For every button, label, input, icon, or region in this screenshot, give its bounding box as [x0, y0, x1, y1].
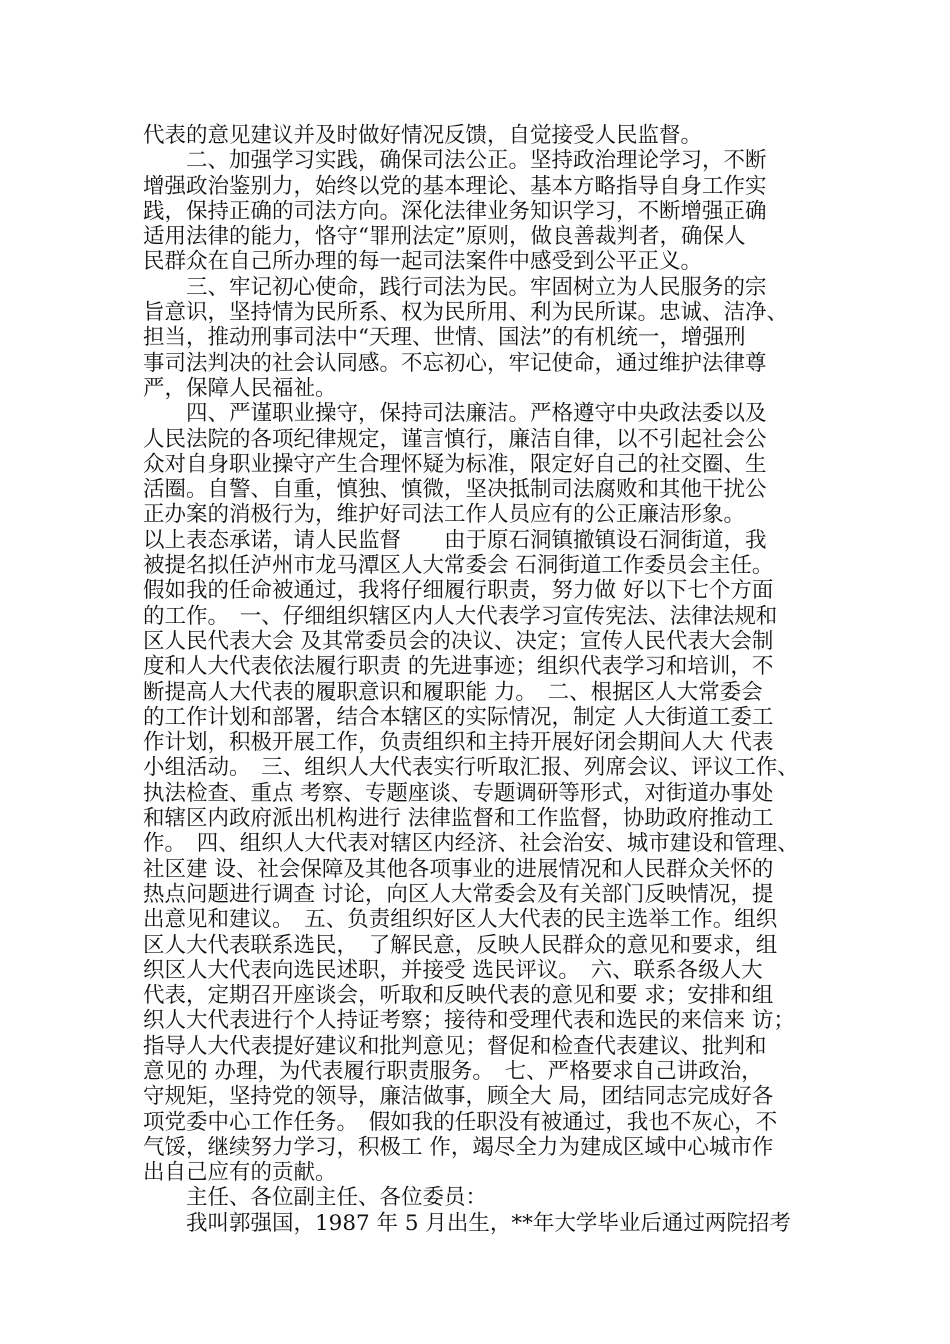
- text-line: 作。 四、组织人大代表对辖区内经济、社会治安、城市建设和管理、: [143, 831, 799, 857]
- text-line: 被提名拟任泸州市龙马潭区人大常委会 石洞街道工作委员会主任。: [143, 553, 774, 579]
- text-line: 严，保障人民福祉。: [143, 375, 337, 401]
- text-line: 气馁，继续努力学习，积极工 作，竭尽全力为建成区域中心城市作: [143, 1134, 774, 1160]
- text-line: 人民法院的各项纪律规定，谨言慎行，廉洁自律，以不引起社会公: [143, 426, 767, 452]
- text-line: 小组活动。 三、组织人大代表实行听取汇报、列席会议、评议工作、: [143, 755, 799, 781]
- text-line: 和辖区内政府派出机构进行 法律监督和工作监督，协助政府推动工: [143, 806, 774, 832]
- document-body: [143, 123, 813, 1236]
- text-line: 正办案的消极行为，维护好司法工作人员应有的公正廉洁形象。: [143, 502, 746, 528]
- text-line: 三、牢记初心使命，践行司法为民。牢固树立为人民服务的宗: [143, 274, 767, 300]
- text-line: 四、严谨职业操守，保持司法廉洁。严格遵守中央政法委以及: [143, 401, 767, 427]
- text-line: 代表的意见建议并及时做好情况反馈，自觉接受人民监督。: [143, 123, 703, 148]
- text-line: 织区人大代表向选民述职，并接受 选民评议。 六、联系各级人大: [143, 957, 763, 983]
- text-line: 二、加强学习实践，确保司法公正。坚持政治理论学习，不断: [143, 148, 767, 174]
- text-line: 众对自身职业操守产生合理怀疑为标准，限定好自己的社交圈、生: [143, 451, 767, 477]
- text-line: 织人大代表进行个人持证考察；接待和受理代表和选民的来信来 访；: [143, 1008, 795, 1034]
- text-line: 假如我的任命被通过，我将仔细履行职责，努力做 好以下七个方面: [143, 578, 774, 604]
- text-line: 区人民代表大会 及其常委员会的决议、决定；宣传人民代表大会制: [143, 628, 774, 654]
- text-line: 出自己应有的贡献。: [143, 1160, 337, 1186]
- text-line: 区人大代表联系选民， 了解民意，反映人民群众的意见和要求，组: [143, 932, 778, 958]
- text-line: 民群众在自己所办理的每一起司法案件中感受到公平正义。: [143, 249, 703, 275]
- text-line: 的工作计划和部署，结合本辖区的实际情况，制定 人大街道工委工: [143, 704, 774, 730]
- text-line: 践，保持正确的司法方向。深化法律业务知识学习，不断增强正确: [143, 198, 767, 224]
- text-line: 旨意识，坚持情为民所系、权为民所用、利为民所谋。忠诚、洁净、: [143, 300, 789, 326]
- text-line: 意见的 办理，为代表履行职责服务。 七、严格要求自己讲政治，: [143, 1058, 763, 1084]
- text-line: 执法检查、重点 考察、专题座谈、专题调研等形式，对街道办事处: [143, 780, 774, 806]
- text-line: 代表，定期召开座谈会，听取和反映代表的意见和要 求；安排和组: [143, 983, 774, 1009]
- text-line: 主任、各位副主任、各位委员：: [143, 1185, 488, 1211]
- text-line: 热点问题进行调查 讨论，向区人大常委会及有关部门反映情况，提: [143, 881, 774, 907]
- text-line: 增强政治鉴别力，始终以党的基本理论、基本方略指导自身工作实: [143, 173, 767, 199]
- text-line: 指导人大代表提好建议和批判意见；督促和检查代表建议、批判和: [143, 1033, 767, 1059]
- text-line: 我叫郭强国，1987 年 5 月出生，**年大学毕业后通过两院招考: [143, 1210, 791, 1236]
- text-line: 事司法判决的社会认同感。不忘初心，牢记使命，通过维护法律尊: [143, 350, 767, 376]
- text-line: 适用法律的能力，恪守“罪刑法定”原则，做良善裁判者，确保人: [143, 224, 746, 250]
- text-line: 作计划，积极开展工作，负责组织和主持开展好闭会期间人大 代表: [143, 730, 774, 756]
- text-line: 出意见和建议。 五、负责组织好区人大代表的民主选举工作。组织: [143, 907, 778, 933]
- text-line: 的工作。 一、仔细组织辖区内人大代表学习宣传宪法、法律法规和: [143, 603, 778, 629]
- text-line: 守规矩，坚持党的领导，廉洁做事，顾全大 局，团结同志完成好各: [143, 1084, 774, 1110]
- text-line: 断提高人大代表的履职意识和履职能 力。 二、根据区人大常委会: [143, 679, 763, 705]
- text-line: 度和人大代表依法履行职责 的先进事迹；组织代表学习和培训，不: [143, 654, 774, 680]
- text-line: 社区建 设、社会保障及其他各项事业的进展情况和人民群众关怀的: [143, 856, 774, 882]
- text-line: 担当，推动刑事司法中“天理、世情、国法”的有机统一，增强刑: [143, 325, 746, 351]
- text-line: 以上表态承诺，请人民监督 由于原石洞镇撤镇设石洞街道，我: [143, 527, 767, 553]
- text-line: 活圈。自警、自重，慎独、慎微，坚决抵制司法腐败和其他干扰公: [143, 477, 767, 503]
- text-line: 项党委中心工作任务。 假如我的任职没有被通过，我也不灰心，不: [143, 1109, 778, 1135]
